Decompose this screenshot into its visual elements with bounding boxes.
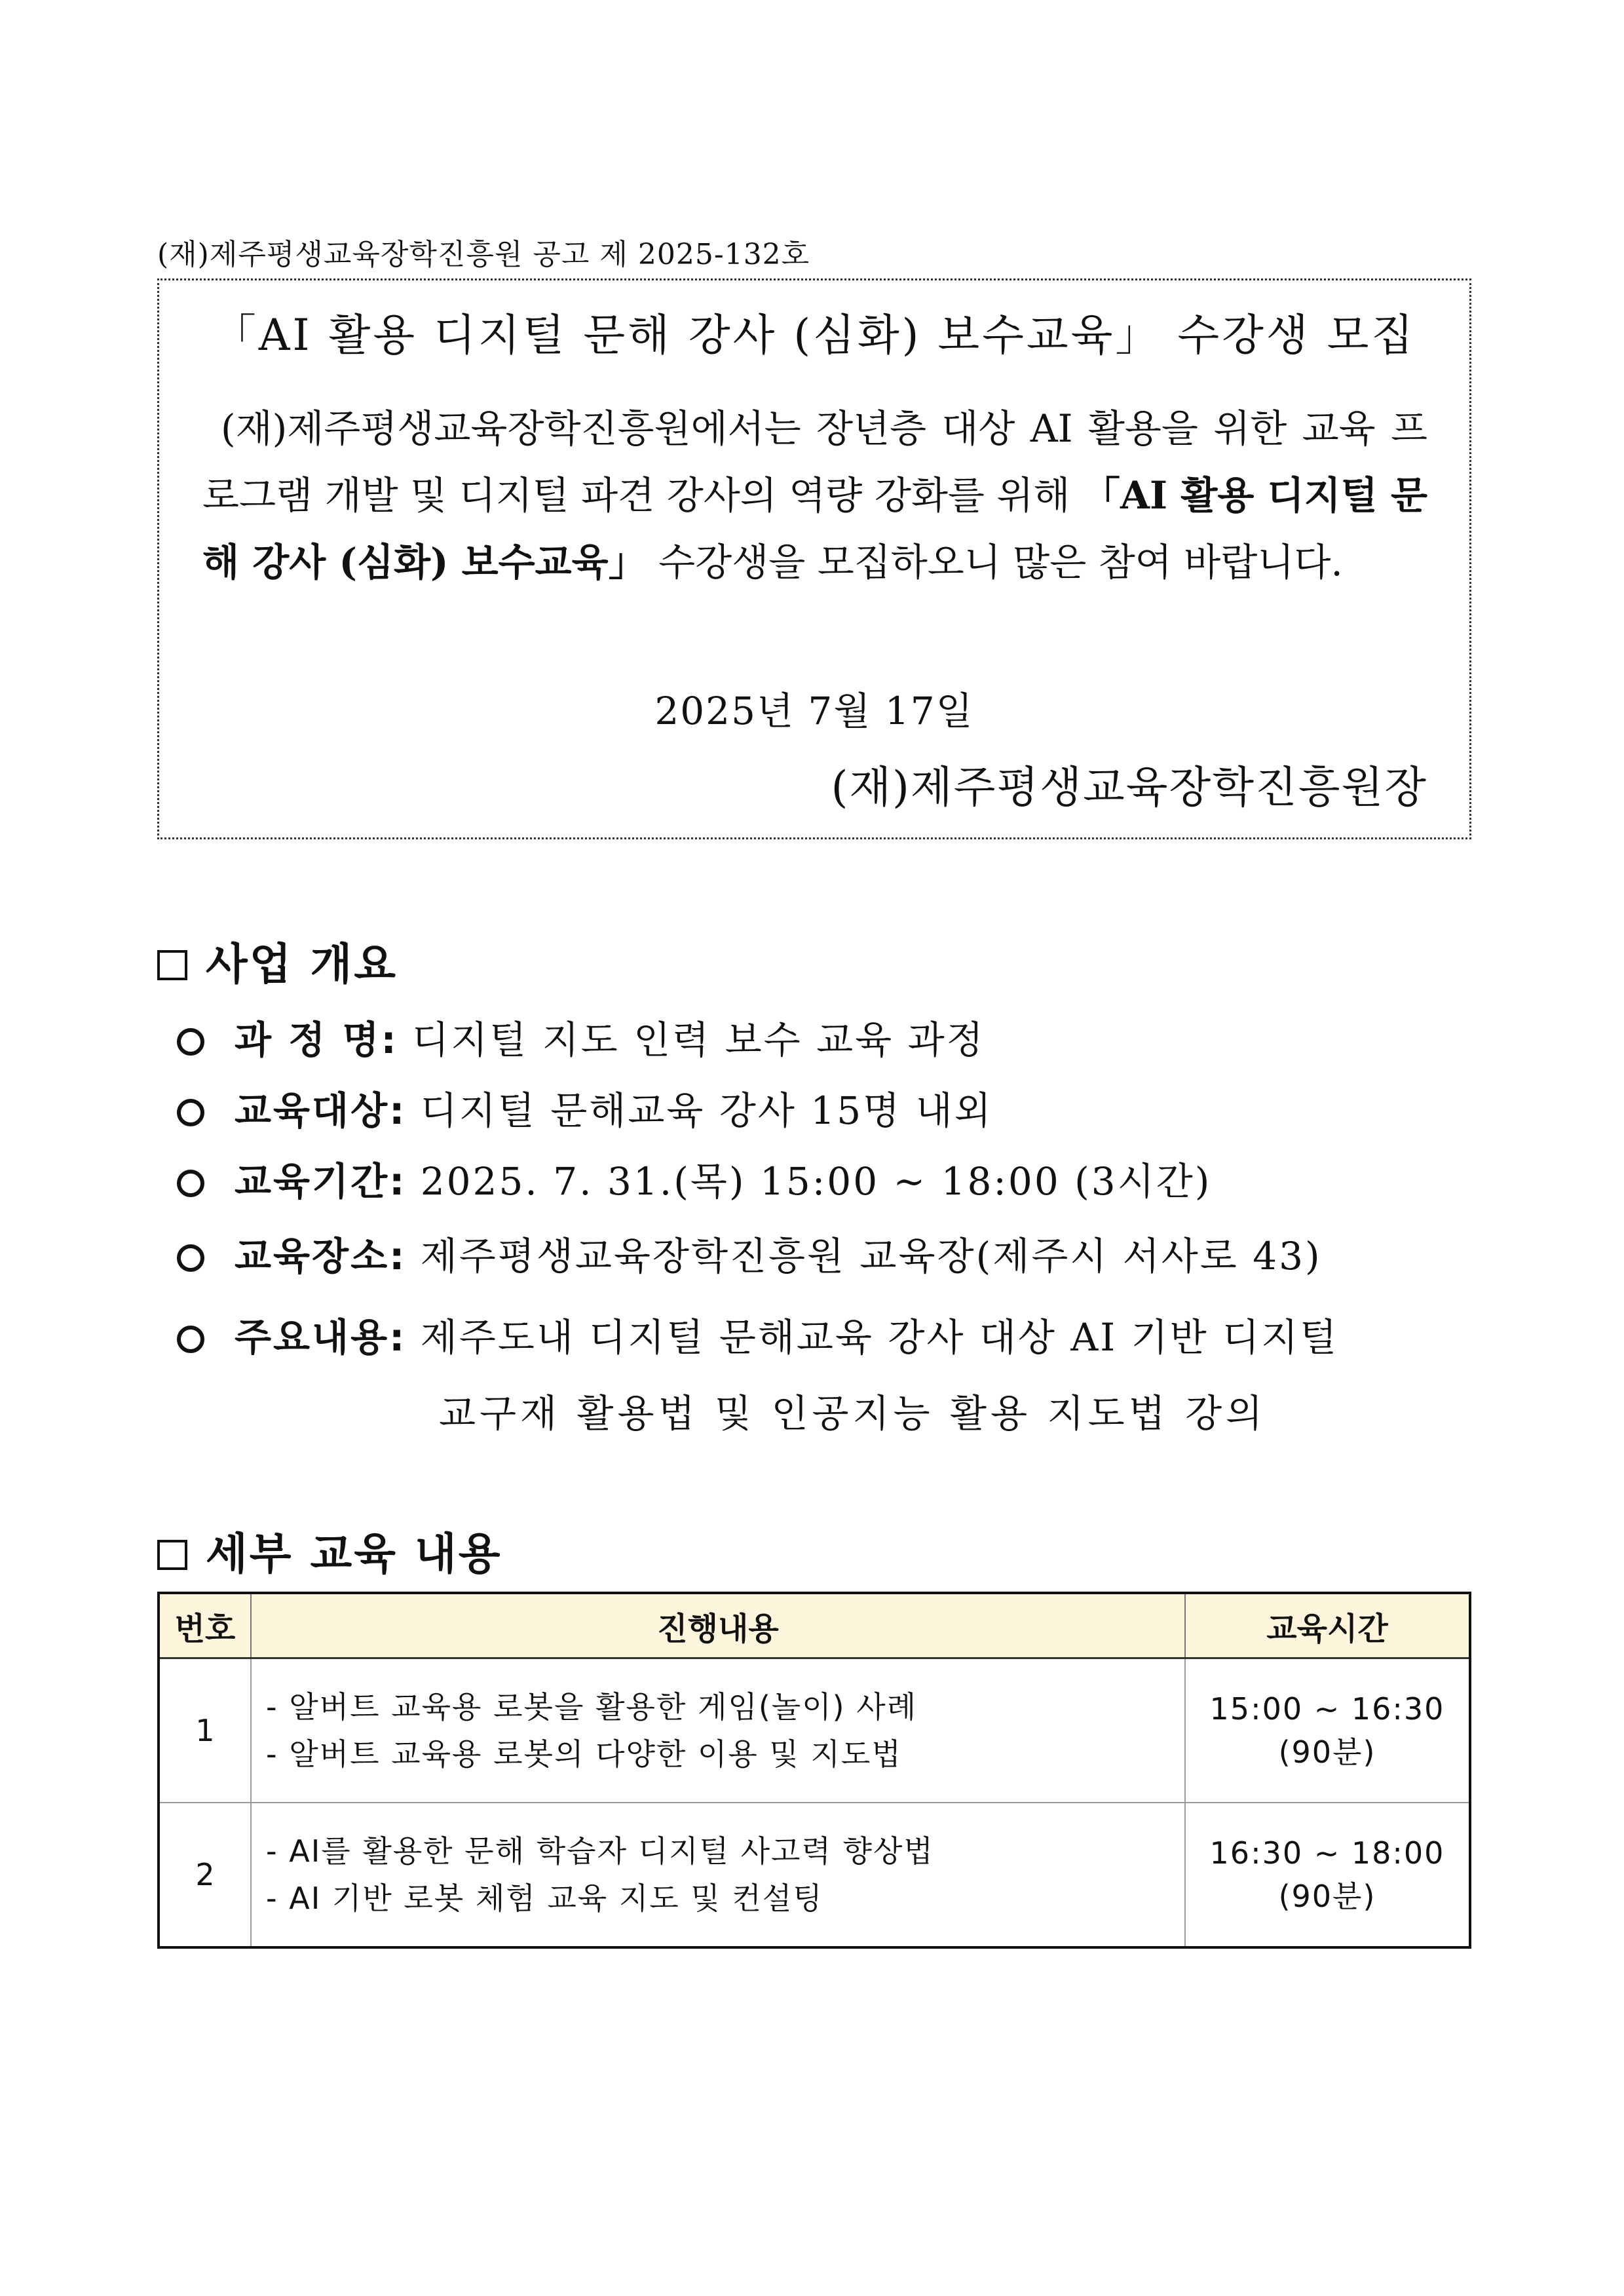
overview-item-value: 제주도내 디지털 문해교육 강사 대상 AI 기반 디지털 (420, 1315, 1339, 1360)
overview-item-label: 교육대상: (235, 1088, 407, 1133)
overview-item-period (177, 1151, 1211, 1206)
time-range: 15:00 ~ 16:30 (1209, 1691, 1445, 1727)
detail-section-title (157, 1519, 502, 1581)
overview-item-label: 과 정 명: (235, 1018, 398, 1062)
row-content (251, 1803, 1185, 1947)
notice-number: (재)제주평생교육장학진흥원 공고 제 2025-132호 (157, 238, 810, 271)
notice-body-text: (재)제주평생교육장학진흥원에서는 장년층 대상 AI 활용을 위한 교육 프로그램 개발 및 디지털 파견 강사의 역량 강화를 위해 (202, 406, 1427, 518)
row-number: 1 (159, 1658, 251, 1803)
checkbox-square-icon (157, 950, 187, 980)
overview-item-value: 2025. 7. 31.(목) 15:00 ~ 18:00 (3시간) (420, 1159, 1212, 1204)
column-header-content: 진행내용 (251, 1593, 1185, 1658)
circle-bullet-icon (177, 1244, 204, 1272)
overview-item-content-continued: 교구재 활용법 및 인공지능 활용 지도법 강의 (439, 1391, 1267, 1436)
detail-title-text: 세부 교육 내용 (206, 1529, 502, 1579)
time-range: 16:30 ~ 18:00 (1209, 1835, 1445, 1871)
notice-box (157, 278, 1471, 839)
circle-bullet-icon (177, 1099, 204, 1126)
table-row (159, 1803, 1470, 1947)
overview-section-title (157, 929, 398, 991)
row-time (1185, 1803, 1470, 1947)
overview-item-location (177, 1225, 1322, 1280)
overview-item-label: 교육장소: (235, 1234, 407, 1278)
overview-item-target (177, 1080, 993, 1135)
notice-signature: (재)제주평생교육장학진흥원장 (831, 762, 1427, 813)
overview-title-text: 사업 개요 (206, 939, 398, 989)
circle-bullet-icon (177, 1326, 204, 1353)
column-header-number: 번호 (159, 1593, 251, 1658)
notice-date: 2025년 7월 17일 (654, 689, 974, 733)
content-line: - AI를 활용한 문해 학습자 디지털 사고력 향상법 (266, 1833, 934, 1869)
circle-bullet-icon (177, 1170, 204, 1197)
overview-item-content (177, 1307, 1338, 1362)
notice-title: 「AI 활용 디지털 문해 강사 (심화) 보수교육」 수강생 모집 (212, 310, 1416, 360)
overview-item-value: 제주평생교육장학진흥원 교육장(제주시 서사로 43) (420, 1234, 1322, 1278)
table-row (159, 1658, 1470, 1803)
content-line: - 알버트 교육용 로봇의 다양한 이용 및 지도법 (266, 1736, 902, 1772)
time-duration: (90분) (1278, 1879, 1376, 1914)
overview-item-value: 디지털 문해교육 강사 15명 내외 (420, 1088, 993, 1133)
overview-item-course (177, 1009, 985, 1064)
notice-body-program: 「AI 활용 디지털 문해 강사 (심화) 보수교육」 (202, 473, 1427, 584)
column-header-time: 교육시간 (1185, 1593, 1470, 1658)
row-time (1185, 1658, 1470, 1803)
circle-bullet-icon (177, 1028, 204, 1056)
table-header-row (159, 1593, 1470, 1658)
detail-table (157, 1592, 1471, 1949)
row-content (251, 1658, 1185, 1803)
content-line: - 알버트 교육용 로봇을 활용한 게임(놀이) 사례 (266, 1689, 918, 1725)
time-duration: (90분) (1278, 1734, 1376, 1770)
overview-item-label: 주요내용: (235, 1315, 407, 1360)
checkbox-square-icon (157, 1540, 187, 1570)
notice-body-text-end: 수강생을 모집하오니 많은 참여 바랍니다. (646, 540, 1343, 584)
overview-item-label: 교육기간: (235, 1159, 407, 1204)
overview-item-value: 디지털 지도 인력 보수 교육 과정 (412, 1018, 985, 1062)
content-line: - AI 기반 로봇 체험 교육 지도 및 컨설팅 (266, 1881, 823, 1916)
notice-body (202, 395, 1427, 596)
row-number: 2 (159, 1803, 251, 1947)
